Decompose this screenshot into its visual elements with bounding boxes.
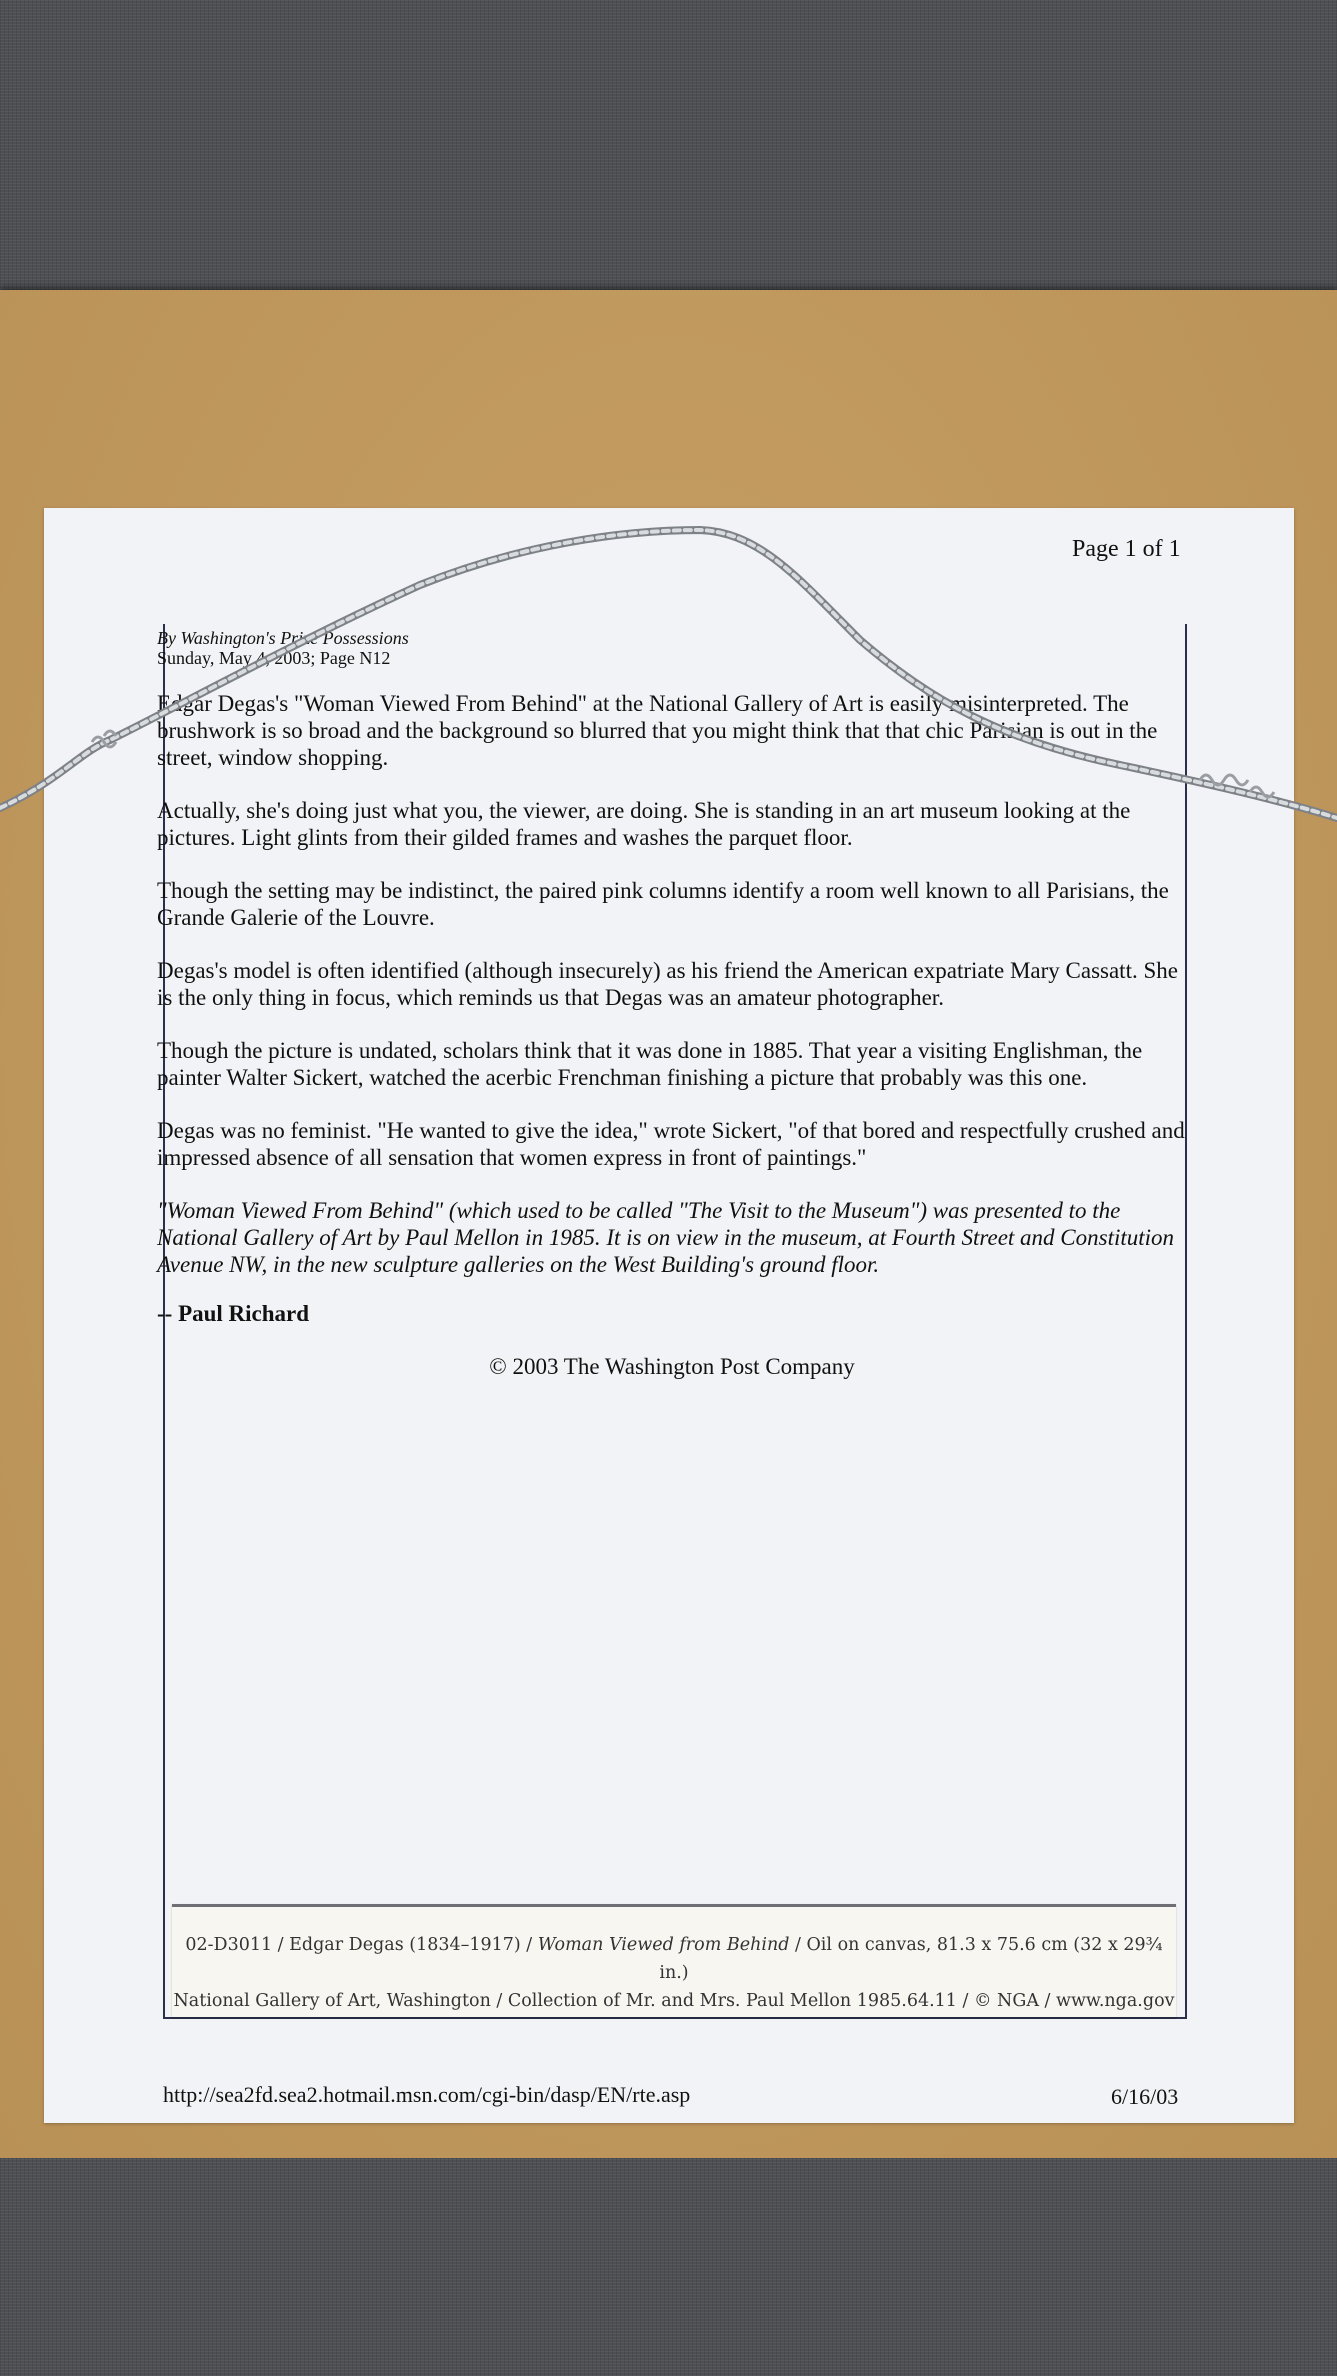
artwork-note: "Woman Viewed From Behind" (which used to be called "The Visit to the Museum") was presented to the National Gallery of Art by Paul Mellon in 1985. It is on view in the museum, at Fourth Street and Constitution Avenue NW, in the new sculpture galleries on the West Building's ground floor. xyxy=(157,1198,1175,1277)
article-paragraph: Though the picture is undated, scholars think that it was done in 1885. That year a visiting Englishman, the painter Walter Sickert, watched the acerbic Frenchman finishing a picture that probably was this one. xyxy=(157,1038,1143,1090)
fabric-background-bottom xyxy=(0,2158,1337,2376)
article-paragraph: Actually, she's doing just what you, the viewer, are doing. She is standing in an art museum looking at the pictures. Light glints from their gilded frames and washes the parquet floor. xyxy=(157,798,1131,850)
author-signature: -- Paul Richard xyxy=(157,1301,310,1326)
article-byline: By Washington's Prize Possessions xyxy=(157,628,409,648)
footer-date: 6/16/03 xyxy=(1111,2084,1179,2109)
museum-label-line-2: National Gallery of Art, Washington / Collection of Mr. and Mrs. Paul Mellon 1985.64.11 / © NGA / www.nga.gov xyxy=(173,1991,1175,2011)
fabric-background-top xyxy=(0,0,1337,298)
article-paragraph: Degas's model is often identified (although insecurely) as his friend the American expatriate Mary Cassatt. She is the only thing in focus, which reminds us that Degas was an amateur photographer. xyxy=(157,958,1178,1010)
page-number: Page 1 of 1 xyxy=(1072,536,1181,562)
museum-label xyxy=(172,1904,1176,2017)
article-dateline: Sunday, May 4, 2003; Page N12 xyxy=(157,648,391,668)
article-paragraph: Edgar Degas's "Woman Viewed From Behind" at the National Gallery of Art is easily misinterpreted. The brushwork is so broad and the background so blurred that you might think that that chic Parisian is out in the street, window shopping. xyxy=(157,691,1158,770)
article-body xyxy=(157,628,1187,1380)
article-paragraph: Degas was no feminist. "He wanted to give the idea," wrote Sickert, "of that bored and respectfully crushed and impressed absence of all sensation that women express in front of paintings." xyxy=(157,1118,1185,1170)
footer-url: http://sea2fd.sea2.hotmail.msn.com/cgi-bin/dasp/EN/rte.asp xyxy=(163,2082,691,2107)
article-paragraph: Though the setting may be indistinct, the paired pink columns identify a room well known to all Parisians, the Grande Galerie of the Louvre. xyxy=(157,878,1169,930)
artwork-title: Woman Viewed from Behind xyxy=(537,1935,790,1955)
copyright-line: © 2003 The Washington Post Company xyxy=(489,1354,855,1379)
museum-label-line-1: 02-D3011 / Edgar Degas (1834–1917) / Woman Viewed from Behind / Oil on canvas, 81.3 x 75.6 cm (32 x 29¾ in.) xyxy=(185,1935,1163,1983)
